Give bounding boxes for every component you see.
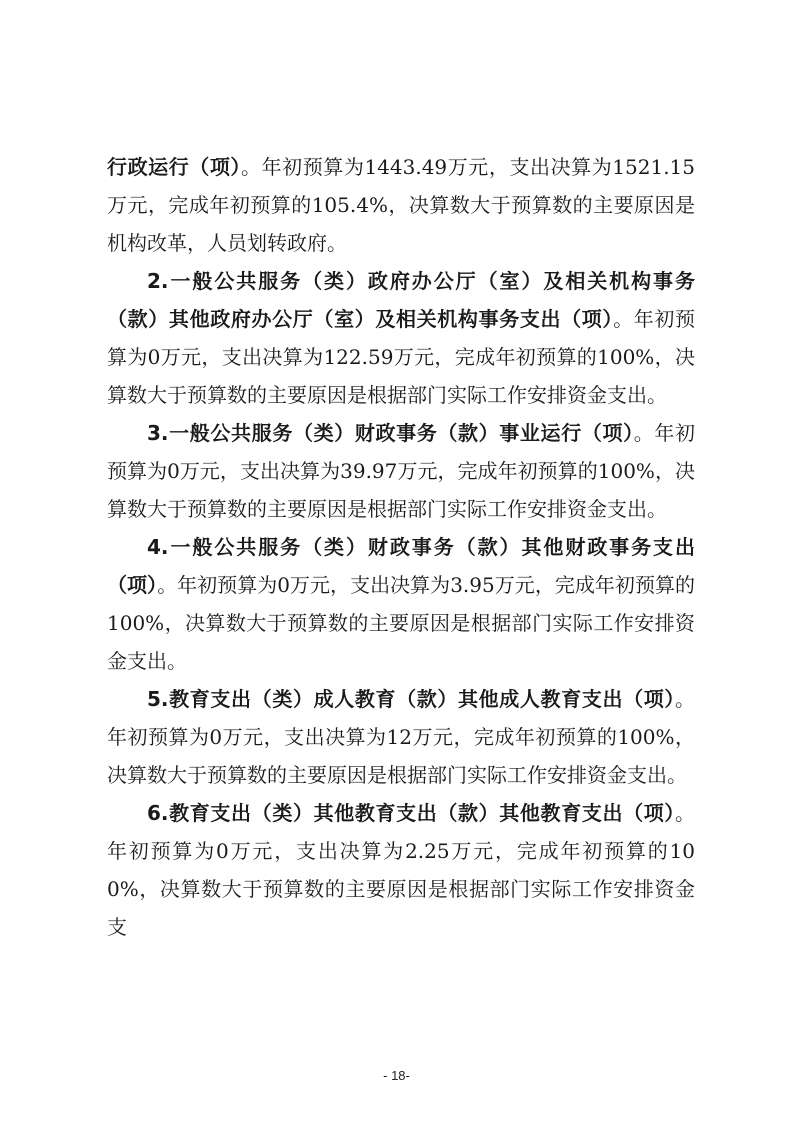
- paragraph-item-2: [107, 262, 695, 414]
- body-text: [107, 148, 695, 946]
- paragraph-item-6: [107, 794, 695, 946]
- paragraph-heading: 6.教育支出（类）其他教育支出（款）其他教育支出（项）: [147, 801, 675, 825]
- paragraph-text: 。年初预算为0万元，支出决算为12万元，完成年初预算的100%，决算数大于预算数的主要原因是根据部门实际工作安排资金支出。: [107, 687, 695, 787]
- paragraph-heading: 2.一般公共服务（类）政府办公厅（室）及相关机构事务（款）其他政府办公厅（室）及相关机构事务支出（项）: [107, 269, 695, 331]
- paragraph-text: 。年初预算为0万元，支出决算为122.59万元，完成年初预算的100%，决算数大于预算数的主要原因是根据部门实际工作安排资金支出。: [107, 307, 696, 407]
- paragraph-heading: 行政运行（项）: [107, 155, 242, 179]
- paragraph-item-5: [107, 680, 695, 794]
- paragraph-item-3: [107, 414, 695, 528]
- paragraph-text: 。年初预算为0万元，支出决算为39.97万元，完成年初预算的100%，决算数大于预算数的主要原因是根据部门实际工作安排资金支出。: [107, 421, 696, 521]
- paragraph-text: 。年初预算为0万元，支出决算为2.25万元，完成年初预算的100%，决算数大于预算数的主要原因是根据部门实际工作安排资金支: [107, 801, 695, 939]
- paragraph-text: 。年初预算为1443.49万元，支出决算为1521.15万元，完成年初预算的105.4%，决算数大于预算数的主要原因是机构改革，人员划转政府。: [107, 155, 696, 255]
- paragraph-administrative-operation: [107, 148, 695, 262]
- paragraph-heading: 4.一般公共服务（类）财政事务（款）其他财政事务支出（项）: [107, 535, 695, 597]
- paragraph-heading: 5.教育支出（类）成人教育（款）其他成人教育支出（项）: [147, 687, 675, 711]
- paragraph-heading: 3.一般公共服务（类）财政事务（款）事业运行（项）: [147, 421, 634, 445]
- paragraph-item-4: [107, 528, 695, 680]
- page-number: - 18-: [383, 1068, 410, 1083]
- paragraph-text: 。年初预算为0万元，支出决算为3.95万元，完成年初预算的100%，决算数大于预算数的主要原因是根据部门实际工作安排资金支出。: [107, 573, 696, 673]
